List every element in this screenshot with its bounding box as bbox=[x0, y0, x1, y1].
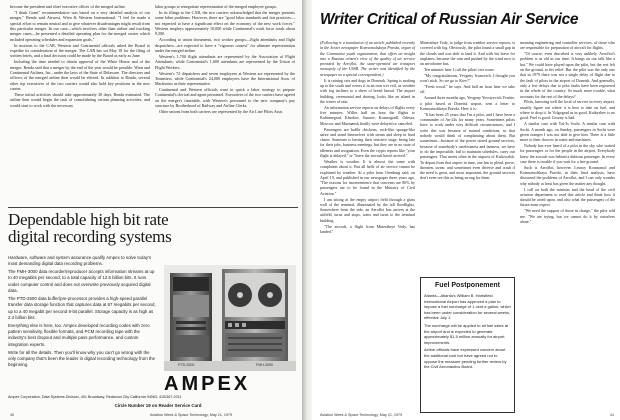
paragraph: According to union documents, two worker groups—flight attendants and flight dispatchers—are expected to have a "vigorous contest" for ultimate representation under the merged airline. bbox=[155, 37, 295, 53]
left-page-footer: Aviation Week & Space Technology, May 21, 1979 bbox=[150, 413, 233, 417]
ad-paragraph: Everything else is here, too. Ampex developed recording codes with zero pattern sensitivity, flexible formats, and PCM recording tape with the industry's best dropout and multiple pass performance, and custom integration experts. bbox=[8, 322, 150, 347]
paragraph: I am sitting at the empty airport field through a glass wall of the terminal, illuminated by the tall floodlights. Somewhere from the side, an Aeroflot bus arrives at the airfield, turns and stops, waits and turns to the terminal building. bbox=[320, 196, 415, 223]
editor-note: (Following is a translation of an article published recently in the Soviet newspaper Komsomolskaya Pravda, organ of the Communist youth organization, that offers an insight into a Russian citizen's view of the quality of air service provided by Aeroflot, the state-operated air transport monopoly of the USSR. The writer was identified by the newspaper as a special correspondent.) bbox=[320, 40, 415, 77]
paragraph: "We need the support of those in charge," the pilot told me. "We are trying, but we cannot do it by ourselves alone." bbox=[520, 208, 615, 224]
article-column-3 bbox=[520, 40, 615, 225]
ad-paragraph: Hardware, software and system assurance qualify Ampex to solve today's most demanding digital data recording problems. bbox=[8, 255, 152, 267]
ad-paragraph: Write for all the details. Then you'll know why you can't go wrong with the only company that's been the leader in digital recording technology from the beginning. bbox=[8, 349, 156, 368]
paragraph: "Of course, even described is very unlikely. Aeroflot's problem is as old as our time. It hangs on our talk like a hat." We could have played upon the pilot, but the rest left on the ground, to his relief. But the pilot was the only one that in 1979 there was not a single delay of flight due to the fault of pilots in the airport of Donetsk. And generally, only a few delays due to pilot faults have been registered in the whole of the country. So much more trouble, what accounts for the rest of the delays? bbox=[520, 51, 615, 99]
ad-paragraph: The FMH-3000 data recorder/reproducer accepts information streams at up to 40 megabits per second, to a total capacity of 12.5 billion bits. It runs under computer control and does not overwrite previously acquired digital data. bbox=[8, 269, 155, 294]
sidebar-body bbox=[424, 293, 511, 370]
reader-service-inquiry: Circle Number 19 on Reader Service Card bbox=[114, 403, 202, 408]
paragraph: Around three months ago, Yevgeny Yevstyevich Yvnitte, a pilot based at Donetsk airport, sent a letter to Komsomolskaya Pravda. Here it is: bbox=[420, 95, 515, 111]
paragraph: A similar case with Yal-3s Sochi. A similar case with Sochi. A month ago, on Sunday, passengers in Sochi were given oranges I was not able to give him. There is a little more to their choices in water and machines. bbox=[520, 121, 615, 143]
paragraph: Including the time needed to obtain approval of the White House and of the merger, Renda said that a merger by the end of the year would be possible. Wien and Continental Airlines, Inc., under the laws of the State of Delaware. The directors and officers of the merged airline then would be elected. In addition to Renda, several other top executives of the two carriers would also hold key positions in the new carrier. bbox=[10, 59, 150, 91]
page-gutter bbox=[302, 0, 312, 420]
paragraph: meaning engineering and controller services, of those who are responsible for preparation of aircraft for flights. bbox=[520, 40, 615, 51]
paragraph: Nobody has ever heard of a pilot in the sky who waited for passengers or for the people in the airport. Everybody knew the aircraft was behind a dubious passenger. In every case there is trouble if you wait for a late ground. bbox=[520, 143, 615, 164]
paragraph: "It has been 25 years that I'm a pilot, and I have been a commander of An-24s for many years. Sometimes pilots have to work under very difficult circumstances, and I write this was because of natural conditions, so that nobody would think of complaining about them. But sometimes—because of the power stored ground services, because of somebody's carelessness and laziness, we have to do the impossible, fail to maintain schedules, carry our passengers. That meets often in the airports of Kislovodsk. To depart from that airport in time, one has to plead, prove, threaten, swear, and sometimes even deceive and crash if the need is great, and most important, the ground services don't even see this as being wrong for them. bbox=[420, 111, 515, 181]
sidebar-paragraph: Airline officials have expressed concern about the additional cost but have agreed not to oppose the measure pending further review by the Civil Aeronautics Board. bbox=[424, 347, 507, 370]
photo-caption-right: FMH-3000 bbox=[256, 363, 273, 367]
ad-headline: Dependable high bit rate digital recording systems bbox=[8, 210, 172, 246]
photo-caption-left: PTD-2500 bbox=[178, 363, 195, 367]
paragraph: An information service reports on delays of flights every five minutes. Willes half an hour the flights to Kalininegrad, Kharkov, Saratov, Krasnogradl, Odessa, Moscow and Murmansk finally were delayed or canceled. bbox=[320, 104, 415, 126]
ampex-advertisement bbox=[8, 207, 298, 413]
article-column-1 bbox=[320, 40, 415, 235]
ampex-logo: AMPEX bbox=[164, 373, 251, 395]
paragraph: become the president and chief executive officer of the merged airline. bbox=[10, 4, 126, 9]
left-page bbox=[0, 0, 302, 420]
paragraph: It is raining cats and dogs in Doneszk. Spring is making up to the south and covers it in an iron wet veil, as weather with fog inclines to a sheet of bread knead. The airport building, ceremonial and shining, looks like an island in the waves of rain. bbox=[320, 77, 415, 104]
paragraph: In its filings to the CAB, the two carriers acknowledged that the merger presents some labor problems. However, there are "good labor standards and fair practices—not expected to have a significant effect on the economy of the new work forces." Western employs approximately 10,000 while Continental's work force totals about 9,500. bbox=[155, 9, 295, 37]
article-title: Writer Critical of Russian Air Service bbox=[320, 11, 579, 28]
ad-product-photo bbox=[164, 265, 296, 371]
right-page-number: 41 bbox=[609, 413, 614, 417]
paragraph: "The aircraft, a flight from Mineralnye Vody, has landed." bbox=[320, 223, 415, 234]
paragraph: Mineralnye Vody, to judge from weather service reports, is covered with fog. Obviously, the pilot found a small gap in the clouds and was able to land it. And with his leave for airplanes, because the rain and pushed by the wind now is an aerodrome bus. bbox=[420, 40, 515, 67]
paragraph: Such is Aeroflot, however. Lesnoy Komsomol and Komsomolskaya Pravda, in their final analysis, have discussed the problems of Aeroflot, and I can only wonder why nobody at least has given the matter any thought. bbox=[520, 164, 615, 186]
paragraph: Other unions from both carriers are represented by the Air Line Pilots Assn. bbox=[159, 109, 284, 115]
paragraph: labor groups to renegotiate representation of the merged employee groups. bbox=[155, 4, 278, 9]
paragraph: Weather is weather. It is almost the same with complaints about it. But all hells of air service cannot be explained by weather. At a pilot from Orenburg said, on April 19, and published in our newspaper three years ago. "The reasons for inconvenience that concerns are 80% by passengers are to be found in the Ministry of Civil Aviation." bbox=[320, 158, 415, 196]
paragraph: Western's 1,700 flight attendants are represented by the Association of Flight Attendants, while Continental's 1,600 attendants are represented by the Union of Flight Workers. bbox=[155, 53, 295, 70]
paragraph: In motions to the CAB, Western and Continental officials asked the Board to expedite its consideration of the merger. The CAB has set May 18 for the filing of written briefs, and a final decision could be made by the Board as early as June. bbox=[10, 42, 150, 59]
article-column-2 bbox=[420, 40, 515, 181]
left-page-number: 40 bbox=[10, 413, 15, 417]
sidebar-paragraph: Atlanta—Atlanta's William B. Hartsfield International Airport has approved a plan to impose a fuel surcharge of 1 cent a gallon, which has been under consideration for several weeks, effective July 1. bbox=[424, 293, 511, 321]
paragraph: Continental and Western officials want to quick a labor strategy to prepare Continental's clerical and agent personnel. Executives of the two carriers have agreed on the merger's timetable, with Western's personnel to the new company's pay structure by Brotherhood of Railway and Airline Clerks. bbox=[155, 87, 295, 109]
paragraph: Western's 72 dispatchers and seven employees at Western are represented by the Teamsters, while Continental's 24,000 employees have the International Assn. of Machinists as their representative. bbox=[155, 70, 295, 87]
paragraph: Passengers are buffle chickens, rock-like sponge-like satire and stand themselves with steam and sleep in hard chairs. Someone is having their resistive stage, being late for their jobs, business meetings, but they are in no state of idleness and resignation. Even the crypts reports like "your flight is delayed," or "leave the aircraft hasn't arrived." bbox=[320, 126, 415, 159]
paragraph: "Fresh wood," he says. And half an hour later we take off. bbox=[420, 84, 515, 95]
paragraph: These initial activities should take approximately 30 days, Renda estimated. The airline then would begin the task of consolidating certain planning activities, and would start to work with the necessary bbox=[10, 91, 150, 108]
paragraph: "I think Grant" recommendation was based on a very detailed analysis of our merger," Renda said Airwest, Wien & Western International. "I feel he made a special effort to remain neutral and to give whatever disadvantages might result from this particular merger. In our case—which involves other than airline and trucking merger cases—he presented a detailed operating plan for the merged carrier which included operating schedules and expansion goals." bbox=[10, 9, 150, 42]
paragraph: Pilots, knowing well the local of service in every airport, usually figure out where it is best to take on fuel, and where to drop it. In Volgograd as in good, Kuibyshev is no good. Fuel is good. Grozny is bad. bbox=[520, 99, 615, 121]
recorder-equipment-illustration bbox=[164, 265, 296, 371]
paragraph: I call on both the minister and the head of the civil aviation department to read this article and think how it should be acted upon, and also what the passengers of the future must expect. bbox=[520, 186, 615, 208]
right-page-footer: Aviation Week & Space Technology, May 21, 1979 bbox=[320, 413, 403, 417]
left-article-column-2 bbox=[155, 4, 295, 115]
ad-footer-address: Ampex Corporation, Data Systems Division, 401 Broadway, Redwood City California 94063, 415/367-2011 bbox=[8, 395, 182, 399]
ad-body bbox=[8, 255, 158, 370]
fuel-postponement-box bbox=[420, 277, 515, 413]
sidebar-title: Fuel Postponement bbox=[435, 282, 500, 289]
right-page bbox=[312, 0, 620, 420]
paragraph: Ten minutes later I call the pilots' rest room: bbox=[424, 67, 495, 73]
paragraph: "My congratulations, Yevgeny Ivanovich. I thought you won't stick. So we go to Kiev?" bbox=[420, 72, 515, 84]
sidebar-paragraph: The surcharge will be applied to all fuel sales at the airport and is expected to generate approximately $1.5 million annually for airport improvements. bbox=[424, 322, 509, 345]
left-article-column-1 bbox=[10, 4, 150, 109]
ad-top-rule bbox=[8, 207, 298, 208]
ad-paragraph: The PTD-2500 data buffer/pre-processor provides a high-speed parallel transfer data storage function that captures data at 67 megabits per second, up to a 40 megabit per second 8-bit parallel. Storage capacity is as high as 2.4 billion bits. bbox=[8, 295, 156, 320]
